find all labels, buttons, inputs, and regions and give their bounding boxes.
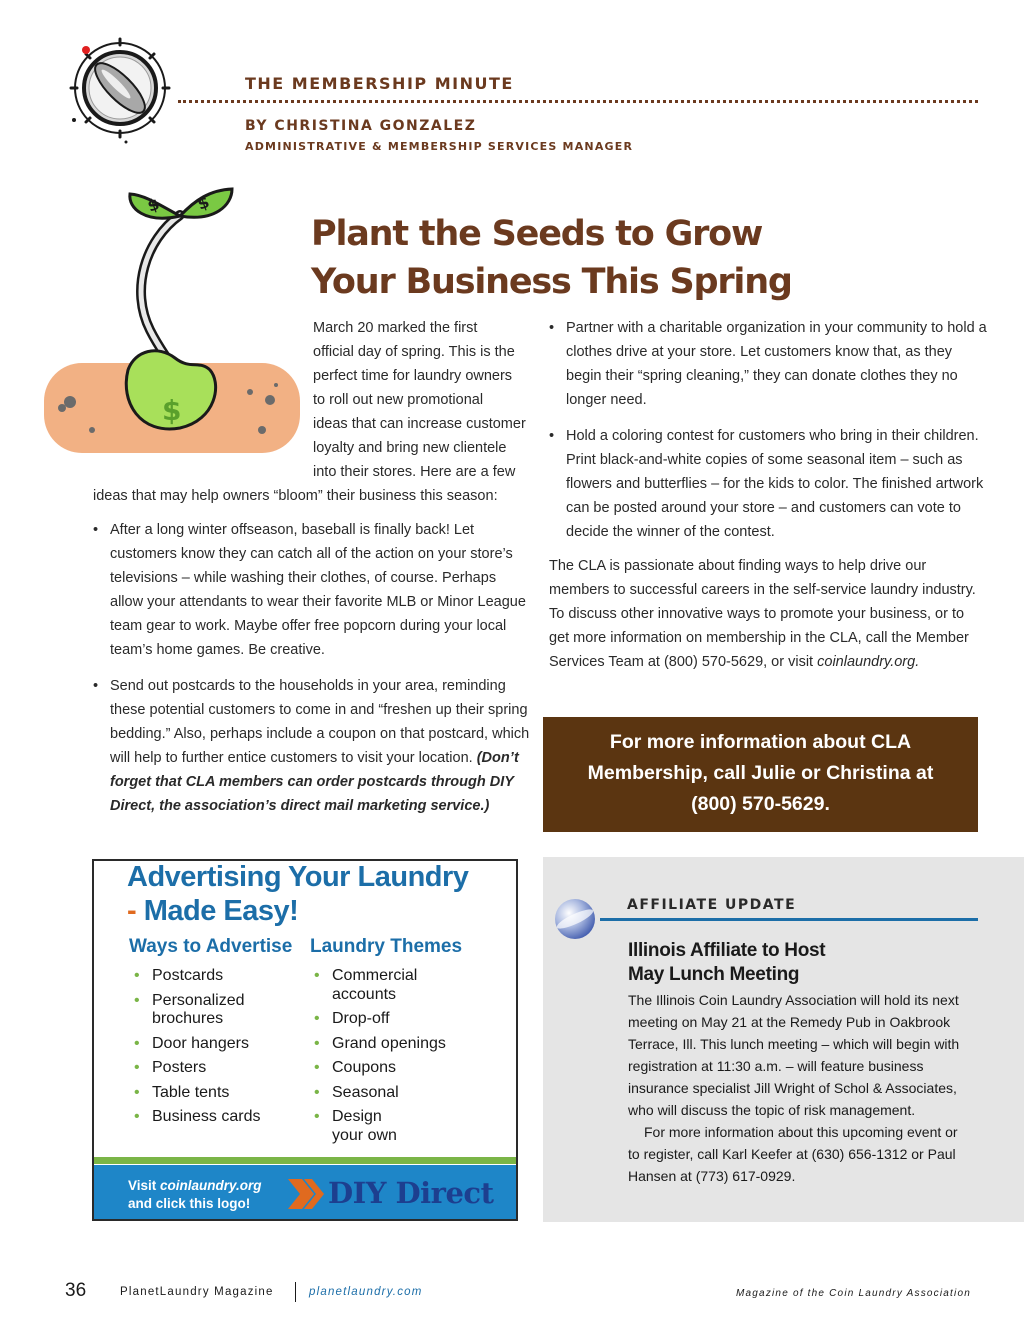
dotted-divider [178,100,978,103]
list-item: • Seasonal [310,1084,490,1103]
affiliate-para: For more information about this upcoming event or to register, call Karl Keefer at (630) 656-1312 or Paul Hansen at (773) 617-0929. [628,1124,958,1184]
list-item: • Hold a coloring contest for customers who bring in their children. Print black-and-white copies of some seasonal item – such as flowers and butterflies – for the kids to color. The finished artwork can be posted around your store – and customers can vote to decide the winner of the contest. [549,424,989,544]
diy-direct-arrow-icon [288,1179,326,1209]
diy-direct-logo[interactable]: DIY Direct [328,1176,494,1210]
list-item: • Send out postcards to the households in your area, reminding these potential customers to come in and “freshen up their spring bedding.” Also, perhaps include a coupon on that postcard, which will help to further entice customers to visit your location. (Don’t forget that CLA members can order postcards through DIY Direct, the association’s direct mail marketing service.) [93,674,533,818]
intro-paragraph [313,316,535,484]
money-sprout-seed-icon [40,180,305,460]
svg-text:$: $ [162,394,182,427]
list-item: • Posters [130,1059,300,1078]
article-title: Plant the Seeds to Grow Your Business This Spring [311,214,792,302]
intro-line: perfect time for laundry owners [313,368,513,384]
magazine-name: PlanetLaundry Magazine [120,1286,274,1298]
diy-direct-note: (Don’t forget that CLA members can order postcards through DIY Direct, the association’s direct mail marketing service.) [110,750,519,814]
tips-list-right [549,316,989,556]
affiliate-title: Illinois Affiliate to Host May Lunch Meeting [628,940,826,985]
magazine-tagline: Magazine of the Coin Laundry Association [736,1288,971,1299]
section-title: THE MEMBERSHIP MINUTE [245,74,514,93]
list-item: • Door hangers [130,1035,300,1054]
svg-text:$: $ [144,194,162,216]
ad-col-heading-themes: Laundry Themes [310,936,463,957]
list-item: • Personalized brochures [130,992,262,1029]
magazine-url[interactable]: planetlaundry.com [309,1286,423,1298]
intro-line: official day of spring. This is the [313,344,515,360]
intro-last-line: ideas that may help owners “bloom” their business this season: [93,488,498,504]
list-item: • Design your own [310,1108,412,1145]
svg-text:$: $ [194,192,212,214]
ways-list [130,967,300,1133]
ad-col-heading-ways: Ways to Advertise [129,936,293,957]
list-item: • After a long winter offseason, baseball is finally back! Let customers know they can catch all of the action on your store’s televisions – while washing their clothes, of course. Perhaps allow your attendants to wear their favorite MLB or Minor League team gear to work. Maybe offer free popcorn during your local team’s home games. Be creative. [93,518,533,662]
affiliate-para: The Illinois Coin Laundry Association will hold its next meeting on May 21 at the Remedy Pub in Oakbrook Terrace, Ill. This lunch meeting – which will begin with registration at 11:30 a.m. – will feature business insurance specialist Jill Wright of Schol & Associates, who will discuss the topic of risk management. [628,992,960,1118]
author-role: ADMINISTRATIVE & MEMBERSHIP SERVICES MANAGER [245,140,634,153]
list-item: • Postcards [130,967,300,986]
intro-line: March 20 marked the first [313,320,478,336]
dial-knob-icon [68,36,172,146]
ad-green-stripe [94,1157,516,1164]
affiliate-body [628,989,973,1187]
list-item: • Business cards [130,1108,300,1127]
page-number: 36 [65,1280,87,1301]
coinlaundry-link[interactable]: coinlaundry.org. [817,654,920,670]
list-item: • Partner with a charitable organization in your community to hold a clothes drive at your store. Let customers know that, as they begin their “spring cleaning,” they can donate clothes they no longer need. [549,316,989,412]
intro-line: into their stores. Here are a few [313,464,516,480]
list-item: • Table tents [130,1084,300,1103]
footer-separator [295,1282,296,1302]
list-item: • Commercial accounts [310,967,442,1004]
ad-visit-text: Visit coinlaundry.org and click this logo! [128,1178,262,1211]
list-item: • Coupons [310,1059,490,1078]
globe-icon [553,897,597,941]
ad-title: Advertising Your Laundry - Made Easy! [127,861,469,927]
affiliate-divider [600,918,978,921]
list-item: • Grand openings [310,1035,490,1054]
themes-list [310,967,490,1151]
membership-callout: For more information about CLA Membership, call Julie or Christina at (800) 570-5629. [543,717,978,832]
intro-line: to roll out new promotional [313,392,484,408]
affiliate-label: AFFILIATE UPDATE [627,897,797,913]
intro-line: loyalty and bring new clientele [313,440,507,456]
closing-paragraph: The CLA is passionate about finding ways to help drive our members to successful careers in the self-service laundry industry. To discuss other innovative ways to promote your business, or to get more information on membership in the CLA, call the Member Services Team at (800) 570-5629, or visit coinlaundry.org. [549,558,976,670]
author-byline: BY CHRISTINA GONZALEZ [245,118,477,134]
tips-list-left [93,518,533,830]
intro-line: ideas that can increase customer [313,416,526,432]
list-item: • Drop-off [310,1010,490,1029]
